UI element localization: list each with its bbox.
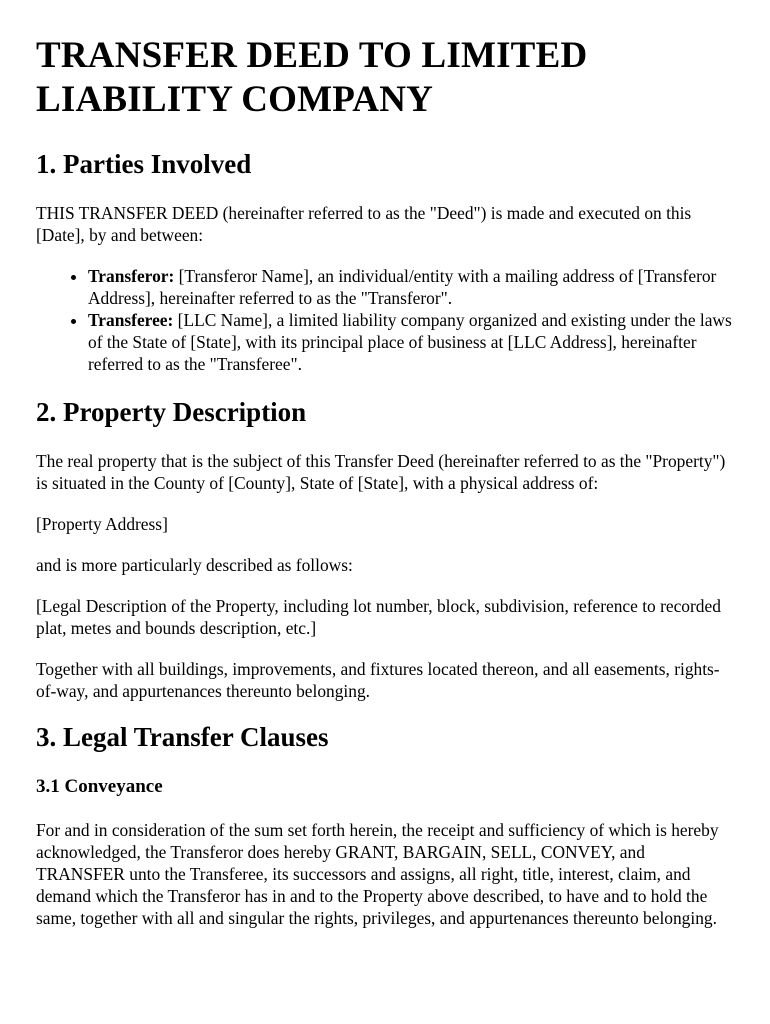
property-paragraph: Together with all buildings, improvements, and fixtures located thereon, and all easements, rights-of-way, and appurtenances thereunto belonging. [36, 659, 720, 701]
transferor-term: Transferor: [88, 266, 175, 286]
transferee-text: [LLC Name], a limited liability company organized and existing under the laws of the State of [State], with its principal place of business at [LLC Address], hereinafter referred to as the "Transferee". [88, 310, 732, 374]
transferor-text: [Transferor Name], an individual/entity with a mailing address of [Transferor Address], hereinafter referred to as the "Transferor". [88, 266, 717, 308]
section-heading: 2. Property Description [36, 397, 307, 427]
document-title: TRANSFER DEED TO LIMITED LIABILITY COMPANY [36, 35, 588, 120]
intro-paragraph: THIS TRANSFER DEED (hereinafter referred to as the "Deed") is made and executed on this [Date], by and between: [36, 203, 692, 245]
conveyance-paragraph: For and in consideration of the sum set forth herein, the receipt and sufficiency of which is hereby acknowledged, the Transferor does hereby GRANT, BARGAIN, SELL, CONVEY, and TRANSFER unto the Transferee, its successors and assigns, all right, title, interest, claim, and demand which the Transferor has in and to the Property above described, to have and to hold the same, together with all and singular the rights, privileges, and appurtenances thereunto belonging. [36, 820, 719, 928]
transferee-term: Transferee: [88, 310, 174, 330]
section-parties-involved [36, 148, 734, 375]
section-heading: 1. Parties Involved [36, 149, 252, 179]
property-address: [Property Address] [36, 514, 168, 534]
subsection-heading: 3.1 Conveyance [36, 776, 163, 797]
parties-list [36, 265, 734, 375]
section-legal-transfer-clauses [36, 721, 734, 929]
list-item-transferee [88, 309, 734, 375]
list-item-transferor [88, 265, 734, 309]
legal-description: [Legal Description of the Property, including lot number, block, subdivision, reference to recorded plat, metes and bounds description, etc.] [36, 596, 721, 638]
section-property-description [36, 396, 734, 702]
section-heading: 3. Legal Transfer Clauses [36, 722, 329, 752]
property-paragraph: The real property that is the subject of this Transfer Deed (hereinafter referred to as the "Property") is situated in the County of [County], State of [State], with a physical address of: [36, 451, 726, 493]
property-paragraph: and is more particularly described as follows: [36, 555, 353, 575]
